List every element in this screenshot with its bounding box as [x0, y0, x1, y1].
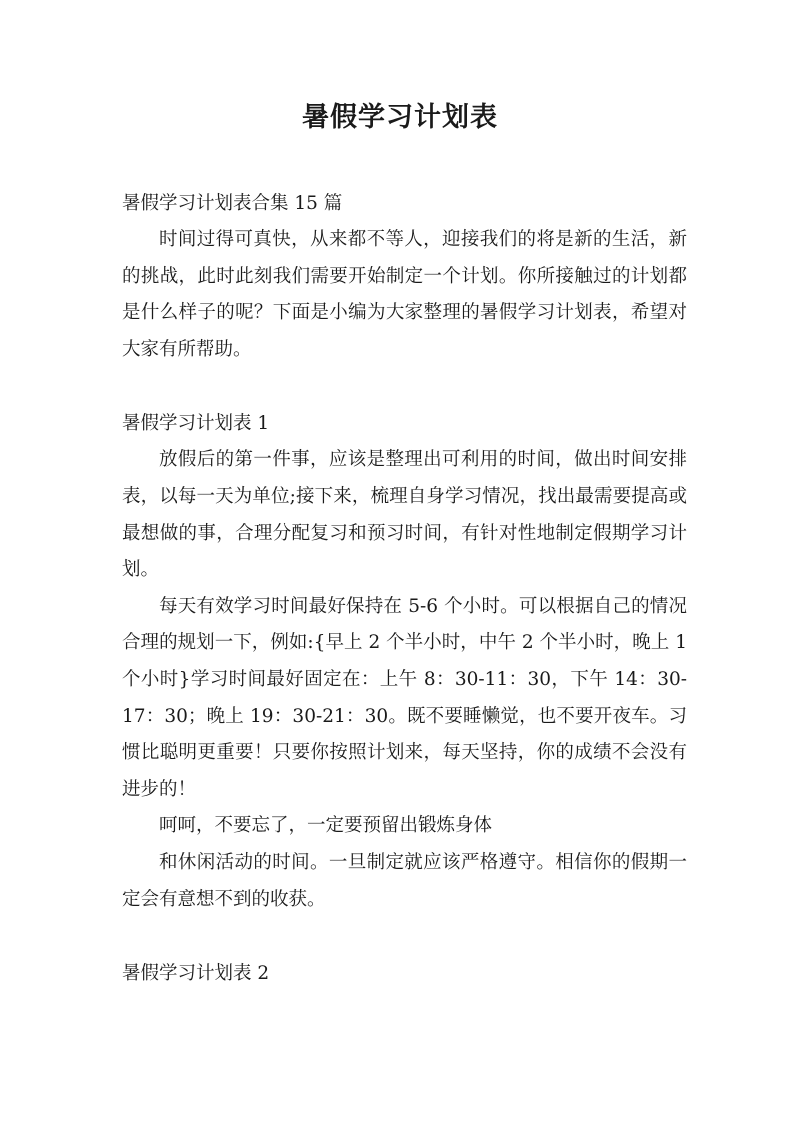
section-gap — [122, 918, 687, 956]
intro-heading: 暑假学习计划表合集 15 篇 — [122, 193, 343, 214]
section-1-paragraph-2: 每天有效学习时间最好保持在 5-6 个小时。可以根据自己的情况合理的规划一下，例如:{早上 2 个半小时，中午 2 个半小时，晚上 1 个小时}学习时间最好固定在：上午 8：30-11：30，下午 14：30-17：30；晚上 19：30-21：30。既不要睡懒觉，也不要开夜车。习惯比聪明更重要！只要你按照计划来，每天坚持，你的成绩不会没有进步的！ — [122, 595, 687, 800]
intro-paragraph: 时间过得可真快，从来都不等人，迎接我们的将是新的生活，新的挑战，此时此刻我们需要开始制定一个计划。你所接触过的计划都是什么样子的呢？下面是小编为大家整理的暑假学习计划表，希望对大家有所帮助。 — [122, 229, 687, 360]
section-1-paragraph-1: 放假后的第一件事，应该是整理出可利用的时间，做出时间安排表，以每一天为单位;接下来，梳理自身学习情况，找出最需要提高或最想做的事，合理分配复习和预习时间，有针对性地制定假期学习计划。 — [122, 449, 687, 581]
section-gap — [122, 368, 687, 406]
document-body — [122, 186, 687, 992]
section-2-heading: 暑假学习计划表 2 — [122, 963, 270, 985]
section-1-heading: 暑假学习计划表 1 — [122, 413, 270, 435]
document-title: 暑假学习计划表 — [302, 102, 498, 133]
section-1-paragraph-3: 呵呵，不要忘了，一定要预留出锻炼身体 — [159, 815, 493, 837]
section-1-paragraph-4: 和休闲活动的时间。一旦制定就应该严格遵守。相信你的假期一定会有意想不到的收获。 — [122, 851, 687, 910]
